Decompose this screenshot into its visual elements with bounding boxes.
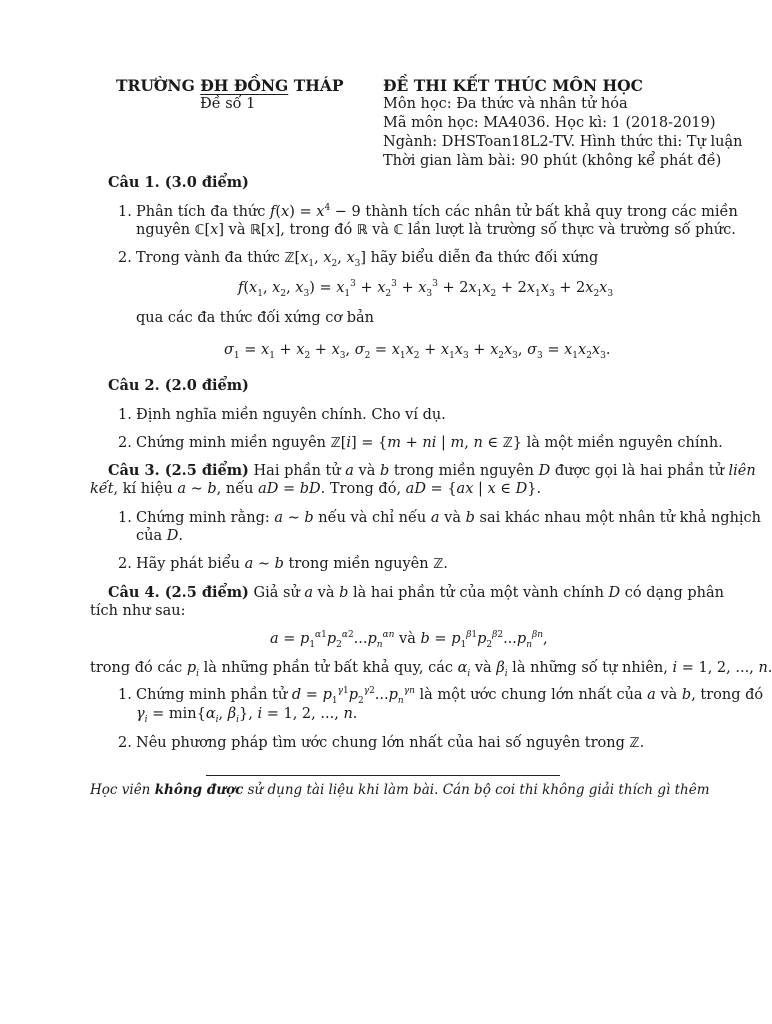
q4-item1-line2: $\gamma_i = \min\{\alpha_i$, $\beta_i$}, i = 1, 2, ..., n. xyxy=(136,706,358,725)
school-name: TRƯỜNG ĐH ĐỒNG THÁP xyxy=(116,76,344,95)
q4-item1-line1: Chứng minh phần tử $d = p_1^{\gamma 1}p_2^{\gamma 2}...p_n^{\gamma n}$ là một ước chung lớn nhất của a và b, trong đó xyxy=(136,686,764,706)
q2-item1-text: Định nghĩa miền nguyên chính. Cho ví dụ. xyxy=(136,407,446,423)
q3-intro-line2: kết, kí hiệu a ∼ b, nếu aD = bD. Trong đó, aD = {ax | x ∈ D}. xyxy=(90,481,542,497)
q1-item1-number: 1. xyxy=(118,204,132,220)
course-name: Môn học: Đa thức và nhân tử hóa xyxy=(383,96,628,112)
q1-item1-line1: Phân tích đa thức $f(x) = x^4 - 9$ thành tích các nhân tử bất khả quy trong các miền xyxy=(136,203,738,220)
q3-item2-text: Hãy phát biểu a ∼ b trong miền nguyên ℤ. xyxy=(136,556,448,572)
q3-item1-line1: Chứng minh rằng: a ∼ b nếu và chỉ nếu a và b sai khác nhau một nhân tử khả nghịch xyxy=(136,510,762,526)
q1-elementary-symmetric-equation: $\sigma_1 = x_1 + x_2 + x_3$, $\sigma_2 = x_1x_2 + x_1x_3 + x_2x_3$, $\sigma_3 = x_1x_2x_3$. xyxy=(224,342,611,361)
q1-item2-line1: Trong vành đa thức $ℤ[x_1$, $x_2$, $x_3$] hãy biểu diễn đa thức đối xứng xyxy=(136,250,599,269)
question-3-title: Câu 3. (2.5 điểm) xyxy=(108,462,249,479)
q4-item2-text: Nêu phương pháp tìm ước chung lớn nhất của hai số nguyên trong ℤ. xyxy=(136,735,645,751)
q2-item2-number: 2. xyxy=(118,435,132,451)
footer-divider xyxy=(206,775,560,776)
q3-intro-line1: Câu 3. (2.5 điểm) Hai phần tử a và b trong miền nguyên D được gọi là hai phần tử liên xyxy=(108,462,756,479)
q4-item2-number: 2. xyxy=(118,735,132,751)
q4-factorization-equation: $a = p_1^{\alpha 1}p_2^{\alpha 2}...p_n^{\alpha n}$ và $b = p_1^{\beta 1}p_2^{\beta 2}...p_n^{\beta n}$, xyxy=(270,630,548,650)
q3-item1-line2: của D. xyxy=(136,528,183,544)
program-info: Ngành: DHSToan18L2-TV. Hình thức thi: Tự luận xyxy=(383,134,743,150)
question-1-title: Câu 1. (3.0 điểm) xyxy=(108,174,249,191)
q3-item1-number: 1. xyxy=(118,510,132,526)
exam-title: ĐỀ THI KẾT THÚC MÔN HỌC xyxy=(383,76,643,95)
footer-note: Học viên không được sử dụng tài liệu khi làm bài. Cán bộ coi thi không giải thích gì thêm xyxy=(90,782,710,798)
exam-number: Đề số 1 xyxy=(200,96,256,112)
q4-where-line: trong đó các $p_i$ là những phần tử bất khả quy, các $\alpha_i$ và $\beta_i$ là những số tự nhiên, i = 1, 2, ..., n. xyxy=(90,660,772,679)
course-code: Mã môn học: MA4036. Học kì: 1 (2018-2019) xyxy=(383,115,716,131)
q2-item2-text: Chứng minh miền nguyên ℤ[i] = {m + ni | m, n ∈ ℤ} là một miền nguyên chính. xyxy=(136,435,723,451)
q1-item1-line2: nguyên ℂ[x] và ℝ[x], trong đó ℝ và ℂ lần lượt là trường số thực và trường số phức. xyxy=(136,222,736,238)
q1-item2-line2: qua các đa thức đối xứng cơ bản xyxy=(136,310,375,326)
q3-item2-number: 2. xyxy=(118,556,132,572)
q4-intro-line2: tích như sau: xyxy=(90,603,186,619)
question-4-title: Câu 4. (2.5 điểm) xyxy=(108,584,249,601)
q4-item1-number: 1. xyxy=(118,687,132,703)
q2-item1-number: 1. xyxy=(118,407,132,423)
q1-item2-number: 2. xyxy=(118,250,132,266)
q1-symmetric-polynomial-equation: $f(x_1$, $x_2$, $x_3) = x_1^3 + x_2^3 + x_3^3 + 2x_1x_2 + 2x_1x_3 + 2x_2x_3$ xyxy=(238,279,614,299)
duration-info: Thời gian làm bài: 90 phút (không kể phát đề) xyxy=(383,153,722,169)
question-2-title: Câu 2. (2.0 điểm) xyxy=(108,377,249,394)
q4-intro-line1: Câu 4. (2.5 điểm) Giả sử a và b là hai phần tử của một vành chính D có dạng phân xyxy=(108,584,724,601)
